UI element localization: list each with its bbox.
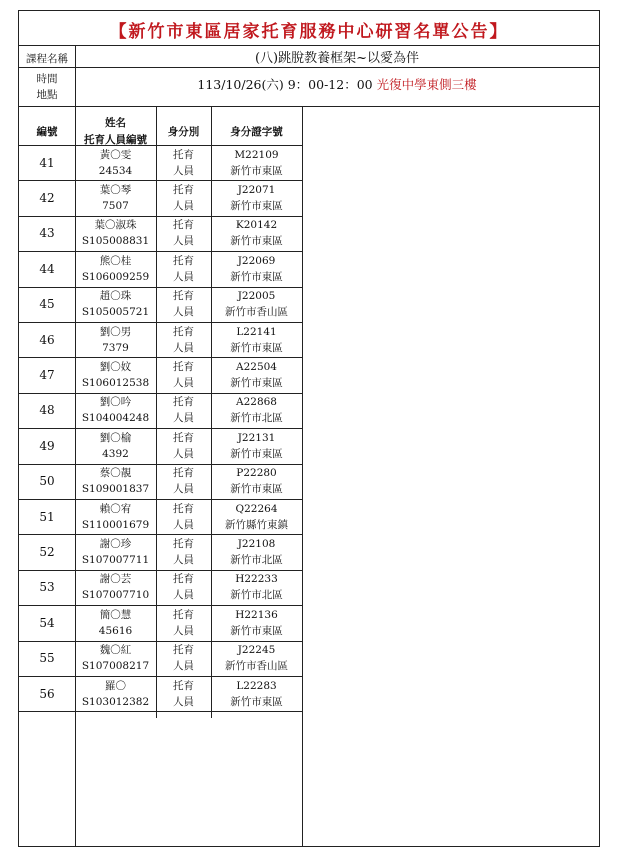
role-line1: 托育 [173, 608, 194, 621]
row-role-cell [156, 534, 211, 569]
person-name: 魏〇紅 [99, 644, 132, 657]
person-name: 蔡〇靚 [99, 467, 132, 480]
id-area: 新竹市東區 [230, 235, 283, 248]
row-number: 43 [39, 226, 55, 241]
id-number: J22245 [237, 644, 276, 657]
row-role-cell [156, 251, 211, 286]
page-title: 【新竹市東區居家托育服務中心研習名單公告】 [109, 22, 509, 42]
id-area: 新竹市北區 [230, 554, 283, 567]
row-number: 53 [39, 580, 55, 595]
role-line1: 托育 [173, 502, 194, 515]
id-area: 新竹市香山區 [225, 306, 288, 319]
row-id-cell [211, 251, 302, 286]
id-area: 新竹市北區 [230, 589, 283, 602]
row-role-cell [156, 570, 211, 605]
role-line1: 托育 [173, 325, 194, 338]
id-number: A22868 [236, 396, 277, 409]
row-id-cell [211, 676, 302, 711]
row-name-cell [75, 251, 156, 286]
row-id-cell [211, 499, 302, 534]
session-info [75, 75, 599, 93]
role-line2: 人員 [173, 660, 194, 673]
table-row [19, 428, 302, 463]
role-line2: 人員 [173, 447, 194, 460]
caregiver-code: 7507 [102, 200, 129, 213]
role-line2: 人員 [173, 483, 194, 496]
table-row [19, 322, 302, 357]
row-divider [19, 605, 302, 606]
row-divider [19, 216, 302, 217]
role-line1: 托育 [173, 148, 194, 161]
row-divider [19, 393, 302, 394]
role-line1: 托育 [173, 538, 194, 551]
row-role-cell [156, 499, 211, 534]
role-line2: 人員 [173, 377, 194, 390]
table-row [19, 180, 302, 215]
role-line1: 托育 [173, 184, 194, 197]
role-line1: 托育 [173, 644, 194, 657]
row-divider [19, 428, 302, 429]
row-id-cell [211, 180, 302, 215]
table-row [19, 605, 302, 640]
row-number: 44 [39, 261, 55, 276]
table-row [19, 641, 302, 676]
row-number: 50 [39, 474, 55, 489]
session-location: 光復中學東側三樓 [376, 77, 477, 92]
row-role-cell [156, 322, 211, 357]
row-number: 47 [39, 368, 55, 383]
table-row [19, 676, 302, 711]
row-name-cell [75, 393, 156, 428]
row-name-cell [75, 499, 156, 534]
row-number: 54 [39, 615, 55, 630]
row-divider [19, 641, 302, 642]
row-role-cell [156, 216, 211, 251]
id-number: H22136 [235, 608, 278, 621]
role-line1: 托育 [173, 431, 194, 444]
row-role-cell [156, 464, 211, 499]
row-name-cell [75, 287, 156, 322]
row-divider [19, 251, 302, 252]
id-number: L22141 [236, 325, 277, 338]
row-role-cell [156, 428, 211, 463]
course-label: 課程名稱 [26, 53, 68, 65]
caregiver-code: 45616 [98, 624, 133, 637]
id-number: A22504 [236, 361, 277, 374]
id-area: 新竹市東區 [230, 624, 283, 637]
person-name: 葉〇琴 [99, 184, 132, 197]
divider [302, 106, 303, 847]
row-name-cell [75, 180, 156, 215]
row-name-cell [75, 534, 156, 569]
id-area: 新竹市東區 [230, 341, 283, 354]
row-name-cell [75, 570, 156, 605]
col-header-name-line2: 托育人員編號 [84, 134, 147, 146]
person-name: 簡〇慧 [99, 608, 132, 621]
role-line2: 人員 [173, 341, 194, 354]
role-line2: 人員 [173, 235, 194, 248]
announcement-sheet [18, 10, 600, 847]
id-number: L22283 [236, 679, 277, 692]
role-line2: 人員 [173, 518, 194, 531]
caregiver-code: 7379 [102, 341, 129, 354]
id-number: J22005 [237, 290, 276, 303]
row-name-cell [75, 428, 156, 463]
role-line2: 人員 [173, 270, 194, 283]
row-name-cell [75, 641, 156, 676]
id-number: H22233 [235, 573, 278, 586]
id-number: J22108 [237, 538, 276, 551]
table-row [19, 251, 302, 286]
col-header-name-line1: 姓名 [105, 117, 126, 129]
table-row [19, 145, 302, 180]
role-line2: 人員 [173, 306, 194, 319]
row-divider [19, 570, 302, 571]
person-name: 葉〇淑珠 [94, 219, 137, 232]
caregiver-code: S106009259 [81, 270, 150, 283]
id-area: 新竹市東區 [230, 695, 283, 708]
caregiver-code: S105005721 [81, 306, 150, 319]
id-number: Q22264 [235, 502, 278, 515]
row-id-cell [211, 428, 302, 463]
row-number: 55 [39, 651, 55, 666]
row-id-cell [211, 464, 302, 499]
row-divider [19, 676, 302, 677]
person-name: 熊〇桂 [99, 254, 132, 267]
person-name: 黃〇雯 [99, 148, 132, 161]
row-divider [19, 534, 302, 535]
row-divider [19, 145, 302, 146]
col-header-id: 身分證字號 [230, 125, 283, 138]
row-id-cell [211, 287, 302, 322]
id-area: 新竹縣竹東鎮 [225, 518, 288, 531]
row-role-cell [156, 393, 211, 428]
caregiver-code: S107007710 [81, 589, 150, 602]
row-role-cell [156, 605, 211, 640]
id-area: 新竹市東區 [230, 164, 283, 177]
id-number: J22069 [237, 254, 276, 267]
table-row [19, 393, 302, 428]
id-area: 新竹市東區 [230, 447, 283, 460]
row-role-cell [156, 641, 211, 676]
role-line1: 托育 [173, 679, 194, 692]
row-number: 49 [39, 438, 55, 453]
row-id-cell [211, 322, 302, 357]
role-line1: 托育 [173, 290, 194, 303]
role-line1: 托育 [173, 467, 194, 480]
role-line1: 托育 [173, 254, 194, 267]
row-number: 51 [39, 509, 55, 524]
row-divider [19, 499, 302, 500]
row-id-cell [211, 357, 302, 392]
id-area: 新竹市東區 [230, 483, 283, 496]
row-id-cell [211, 641, 302, 676]
caregiver-code: S110001679 [81, 518, 150, 531]
id-number: J22071 [237, 184, 276, 197]
row-name-cell [75, 145, 156, 180]
role-line2: 人員 [173, 200, 194, 213]
role-line2: 人員 [173, 164, 194, 177]
role-line2: 人員 [173, 695, 194, 708]
row-role-cell [156, 357, 211, 392]
session-datetime: 113/10/26(六) 9：00-12：00 [197, 77, 377, 92]
row-number: 48 [39, 403, 55, 418]
id-area: 新竹市東區 [230, 270, 283, 283]
row-name-cell [75, 676, 156, 711]
table-row [19, 534, 302, 569]
caregiver-code: 24534 [98, 164, 133, 177]
row-number: 56 [39, 686, 55, 701]
caregiver-code: S107008217 [81, 660, 150, 673]
table-row [19, 499, 302, 534]
id-area: 新竹市北區 [230, 412, 283, 425]
row-role-cell [156, 287, 211, 322]
caregiver-code: 4392 [102, 447, 129, 460]
row-divider [19, 711, 302, 712]
row-role-cell [156, 676, 211, 711]
caregiver-code: S107007711 [81, 554, 150, 567]
table-row [19, 570, 302, 605]
role-line1: 托育 [173, 396, 194, 409]
row-number: 52 [39, 545, 55, 560]
caregiver-code: S104004248 [81, 412, 150, 425]
person-name: 賴〇宥 [99, 502, 132, 515]
col-header-role: 身分別 [167, 125, 200, 138]
role-line1: 托育 [173, 219, 194, 232]
id-number: M22109 [234, 148, 279, 161]
id-area: 新竹市香山區 [225, 660, 288, 673]
caregiver-code: S105008831 [81, 235, 150, 248]
row-number: 45 [39, 297, 55, 312]
role-line2: 人員 [173, 412, 194, 425]
role-line2: 人員 [173, 554, 194, 567]
row-id-cell [211, 605, 302, 640]
row-divider [19, 357, 302, 358]
row-number: 41 [39, 155, 55, 170]
person-name: 謝〇芸 [99, 573, 132, 586]
table-row [19, 357, 302, 392]
row-id-cell [211, 570, 302, 605]
row-name-cell [75, 605, 156, 640]
row-name-cell [75, 216, 156, 251]
row-divider [19, 322, 302, 323]
course-name: (八)跳脫教養框架~以愛為伴 [254, 51, 420, 66]
id-number: K20142 [235, 219, 278, 232]
divider [19, 67, 599, 68]
person-name: 劉〇妏 [99, 361, 132, 374]
table-row [19, 216, 302, 251]
person-name: 羅〇 [105, 679, 126, 692]
row-name-cell [75, 357, 156, 392]
row-id-cell [211, 393, 302, 428]
row-name-cell [75, 464, 156, 499]
row-divider [19, 180, 302, 181]
role-line1: 托育 [173, 573, 194, 586]
row-number: 46 [39, 332, 55, 347]
role-line1: 托育 [173, 361, 194, 374]
id-number: J22131 [237, 431, 276, 444]
row-divider [19, 464, 302, 465]
caregiver-code: S109001837 [81, 483, 150, 496]
row-number: 42 [39, 191, 55, 206]
role-line2: 人員 [173, 624, 194, 637]
col-header-number: 編號 [36, 125, 58, 138]
place-label: 地點 [36, 89, 58, 101]
row-id-cell [211, 534, 302, 569]
person-name: 謝〇珍 [99, 538, 132, 551]
id-number: P22280 [236, 467, 277, 480]
row-role-cell [156, 180, 211, 215]
id-area: 新竹市東區 [230, 200, 283, 213]
role-line2: 人員 [173, 589, 194, 602]
row-id-cell [211, 216, 302, 251]
person-name: 劉〇男 [99, 325, 132, 338]
person-name: 趙〇珠 [99, 290, 132, 303]
table-row [19, 464, 302, 499]
row-role-cell [156, 145, 211, 180]
caregiver-code: S106012538 [81, 377, 150, 390]
id-area: 新竹市東區 [230, 377, 283, 390]
table-row [19, 287, 302, 322]
person-name: 劉〇榆 [99, 431, 132, 444]
divider [19, 45, 599, 46]
row-id-cell [211, 145, 302, 180]
row-divider [19, 287, 302, 288]
time-label: 時間 [36, 73, 58, 85]
person-name: 劉〇吟 [99, 396, 132, 409]
caregiver-code: S103012382 [81, 695, 150, 708]
row-name-cell [75, 322, 156, 357]
session-label [19, 71, 75, 103]
